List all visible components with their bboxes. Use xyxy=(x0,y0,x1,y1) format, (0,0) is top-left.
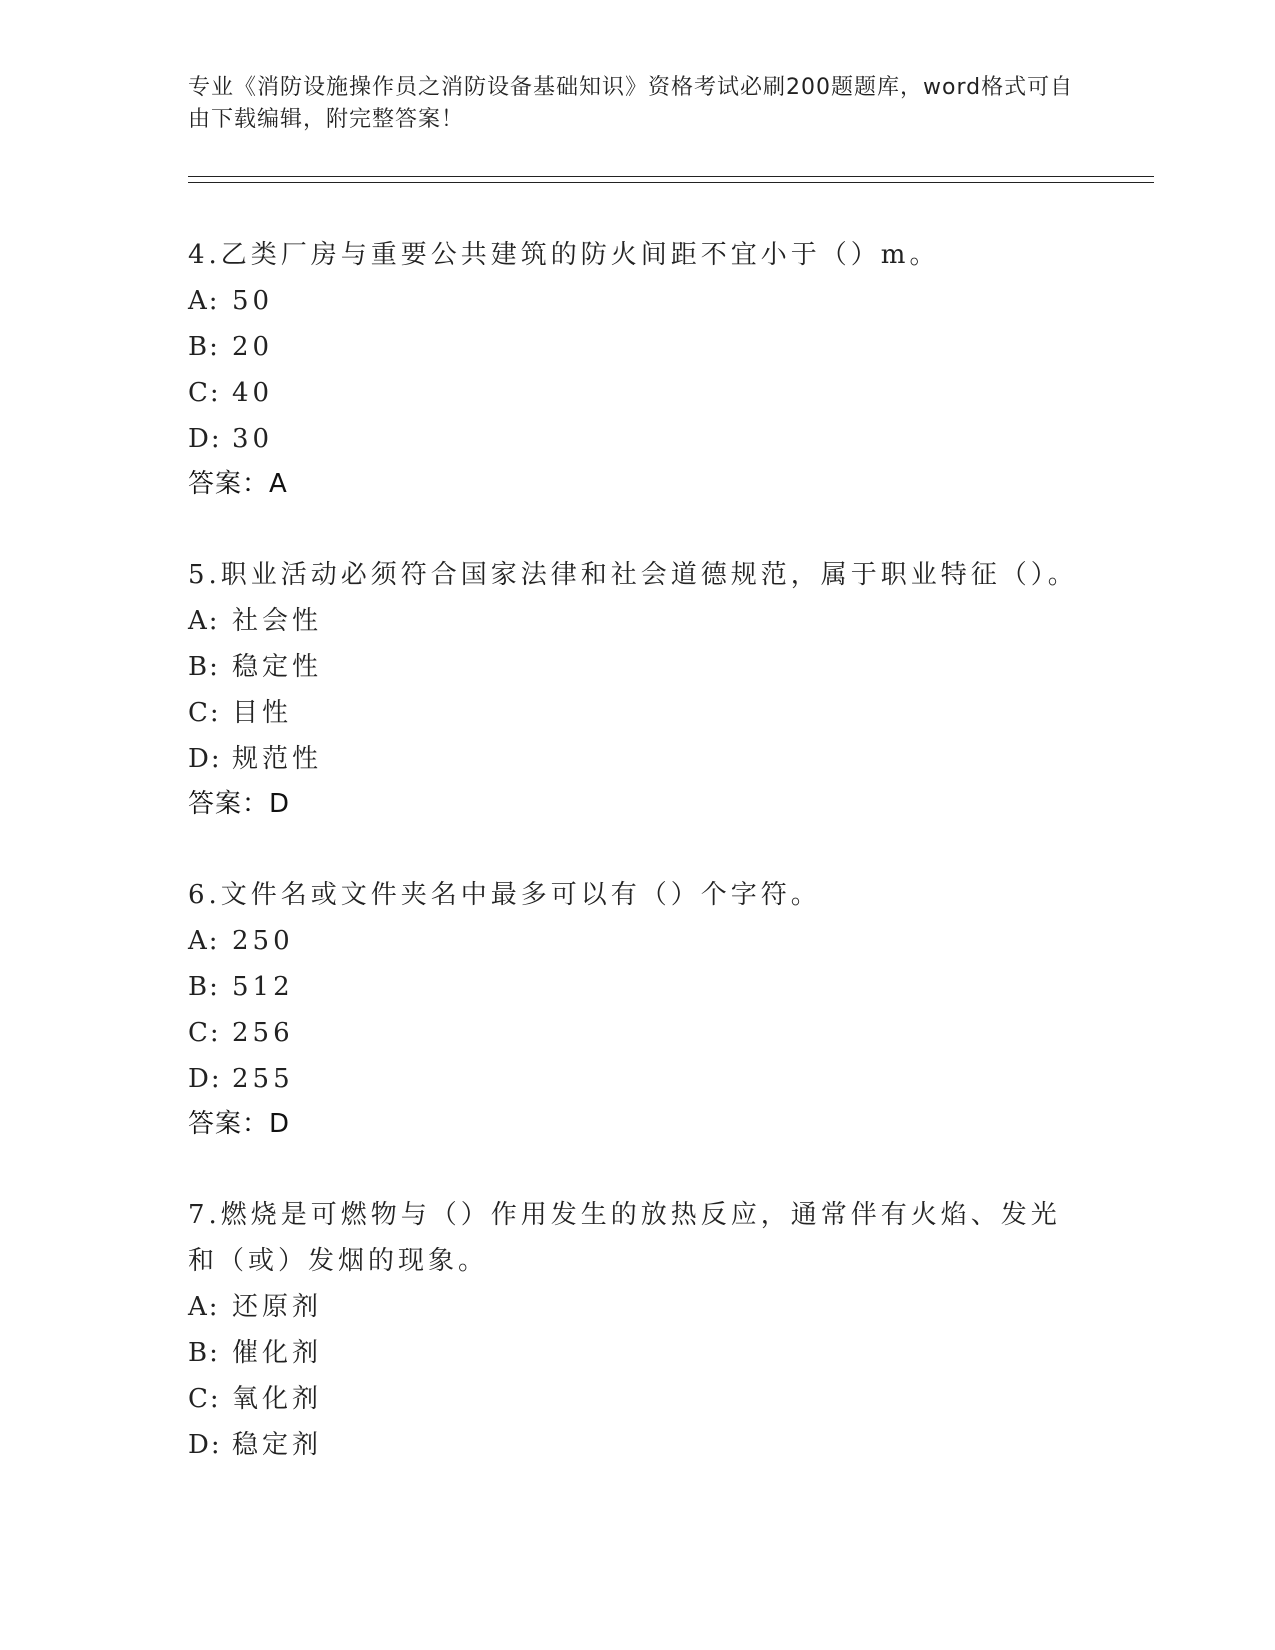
option-key: A: xyxy=(188,1292,220,1322)
question-stem: 6.文件名或文件夹名中最多可以有（）个字符。 xyxy=(188,880,821,910)
question-7 xyxy=(188,1192,1088,1468)
option-key: D: xyxy=(188,744,222,774)
option-d xyxy=(188,736,1088,782)
option-key: B: xyxy=(188,652,220,682)
option-a xyxy=(188,918,1088,964)
option-key: C: xyxy=(188,1018,221,1048)
option-c xyxy=(188,690,1088,736)
question-stem: 7.燃烧是可燃物与（）作用发生的放热反应，通常伴有火焰、发光和（或）发烟的现象。 xyxy=(188,1200,1061,1276)
question-4 xyxy=(188,232,1088,506)
document-header: 专业《消防设施操作员之消防设备基础知识》资格考试必刷200题题库，word格式可自由下载编辑，附完整答案！ xyxy=(188,75,1074,132)
option-text: 规范性 xyxy=(232,744,323,774)
option-b xyxy=(188,644,1088,690)
option-text: 20 xyxy=(232,332,274,362)
option-b xyxy=(188,1330,1088,1376)
option-key: D: xyxy=(188,1430,222,1460)
option-key: C: xyxy=(188,698,221,728)
option-text: 稳定剂 xyxy=(232,1430,323,1460)
option-key: C: xyxy=(188,378,221,408)
option-text: 50 xyxy=(232,286,274,316)
option-text: 250 xyxy=(232,926,294,956)
option-text: 稳定性 xyxy=(232,652,323,682)
option-text: 255 xyxy=(232,1064,294,1094)
answer-line: 答案：D xyxy=(188,1109,291,1139)
option-key: B: xyxy=(188,332,220,362)
option-key: D: xyxy=(188,1064,222,1094)
question-stem: 5.职业活动必须符合国家法律和社会道德规范，属于职业特征（）。 xyxy=(188,560,1078,590)
option-a xyxy=(188,1284,1088,1330)
option-c xyxy=(188,1376,1088,1422)
option-key: B: xyxy=(188,1338,220,1368)
option-key: A: xyxy=(188,286,220,316)
option-d xyxy=(188,1422,1088,1468)
option-text: 社会性 xyxy=(232,606,323,636)
option-text: 目性 xyxy=(232,698,293,728)
option-c xyxy=(188,370,1088,416)
option-text: 512 xyxy=(232,972,294,1002)
option-key: B: xyxy=(188,972,220,1002)
option-text: 氧化剂 xyxy=(232,1384,323,1414)
option-key: A: xyxy=(188,926,220,956)
header-divider-bottom xyxy=(188,182,1154,183)
answer-line: 答案：D xyxy=(188,789,291,819)
option-d xyxy=(188,1056,1088,1102)
option-key: D: xyxy=(188,424,222,454)
option-c xyxy=(188,1010,1088,1056)
option-text: 256 xyxy=(232,1018,294,1048)
option-a xyxy=(188,278,1088,324)
option-d xyxy=(188,416,1088,462)
answer-line: 答案：A xyxy=(188,469,288,499)
option-b xyxy=(188,324,1088,370)
option-a xyxy=(188,598,1088,644)
option-text: 还原剂 xyxy=(232,1292,323,1322)
option-b xyxy=(188,964,1088,1010)
question-6 xyxy=(188,872,1088,1146)
question-5 xyxy=(188,552,1088,826)
option-key: C: xyxy=(188,1384,221,1414)
option-text: 40 xyxy=(232,378,274,408)
option-text: 催化剂 xyxy=(232,1338,323,1368)
question-stem: 4.乙类厂房与重要公共建筑的防火间距不宜小于（）m。 xyxy=(188,240,940,270)
header-divider-top xyxy=(188,176,1154,177)
option-text: 30 xyxy=(232,424,274,454)
option-key: A: xyxy=(188,606,220,636)
